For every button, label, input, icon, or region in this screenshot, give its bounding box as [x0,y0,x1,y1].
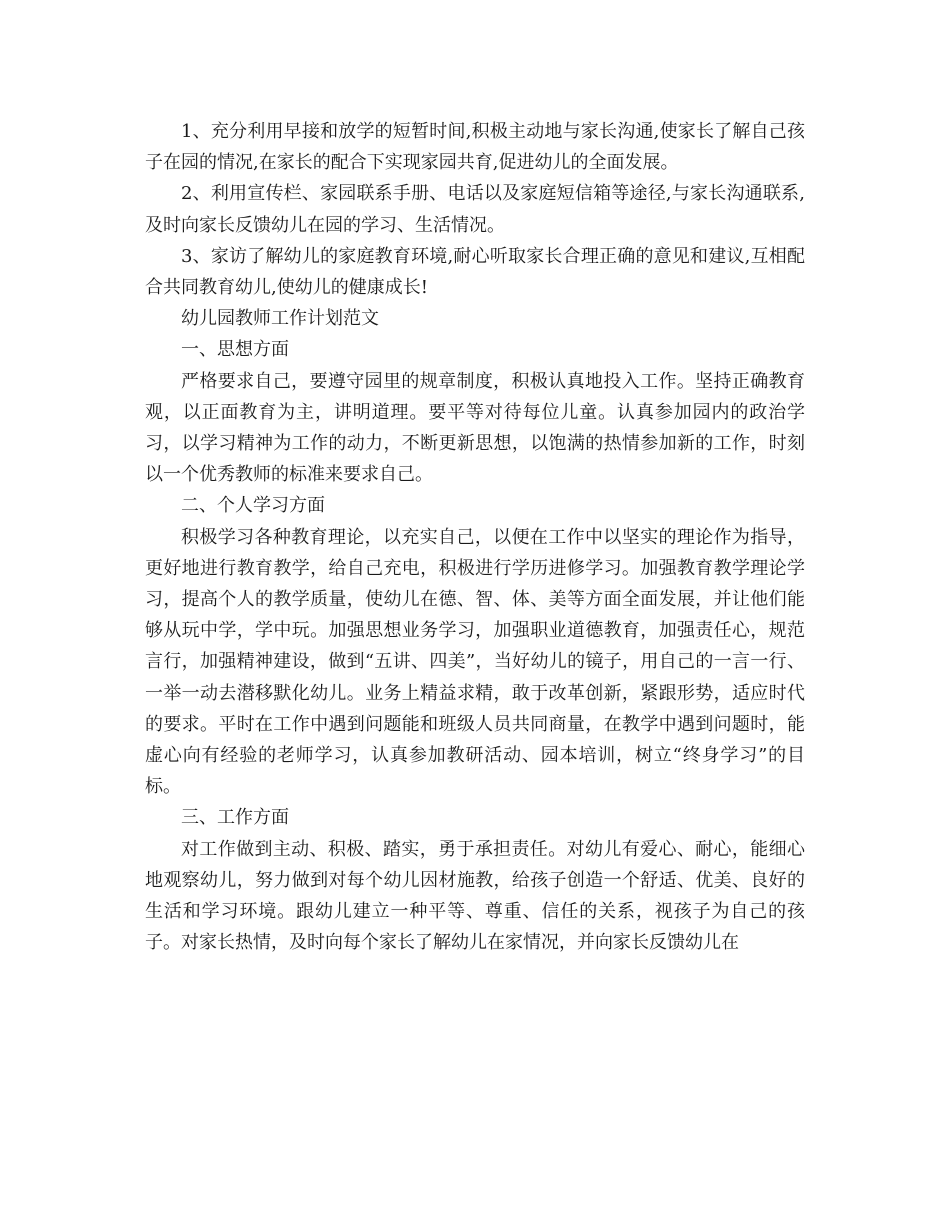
paragraph-2: 2、利用宣传栏、家园联系手册、电话以及家庭短信箱等途径,与家长沟通联系,及时向家长反馈幼儿在园的学习、生活情况。 [145,183,805,236]
paragraph-thought: 严格要求自己，要遵守园里的规章制度，积极认真地投入工作。坚持正确教育观，以正面教育为主，讲明道理。要平等对待每位儿童。认真参加园内的政治学习，以学习精神为工作的动力，不断更新思想，以饱满的热情参加新的工作，时刻以一个优秀教师的标准来要求自己。 [145,370,805,486]
heading-thought: 一、思想方面 [181,339,289,361]
paragraph-work: 对工作做到主动、积极、踏实，勇于承担责任。对幼儿有爱心、耐心，能细心地观察幼儿，努力做到对每个幼儿因材施教，给孩子创造一个舒适、优美、良好的生活和学习环境。跟幼儿建立一种平等、尊重、信任的关系，视孩子为自己的孩子。对家长热情，及时向每个家长了解幼儿在家情况，并向家长反馈幼儿在 [145,838,805,954]
paragraph-study: 积极学习各种教育理论，以充实自己，以便在工作中以坚实的理论作为指导，更好地进行教育教学，给自己充电，积极进行学历进修学习。加强教育教学理论学习，提高个人的教学质量，使幼儿在德、智、体、美等方面全面发展，并让他们能够从玩中学，学中玩。加强思想业务学习，加强职业道德教育，加强责任心，规范言行，加强精神建设，做到“五讲、四美”，当好幼儿的镜子，用自己的一言一行、一举一动去潜移默化幼儿。业务上精益求精，敢于改革创新，紧跟形势，适应时代的要求。平时在工作中遇到问题能和班级人员共同商量，在教学中遇到问题时，能虚心向有经验的老师学习，认真参加教研活动、园本培训，树立“终身学习”的目标。 [145,526,805,798]
paragraph-3: 3、家访了解幼儿的家庭教育环境,耐心听取家长合理正确的意见和建议,互相配合共同教育幼儿,使幼儿的健康成长! [145,245,805,299]
heading-study: 二、个人学习方面 [181,495,325,517]
paragraph-1: 1、充分利用早接和放学的短暂时间,积极主动地与家长沟通,使家长了解自己孩子在园的情况,在家长的配合下实现家园共育,促进幼儿的全面发展。 [145,121,805,174]
heading-work: 三、工作方面 [181,807,289,829]
section-title: 幼儿园教师工作计划范文 [181,308,379,330]
document-body [145,116,805,958]
